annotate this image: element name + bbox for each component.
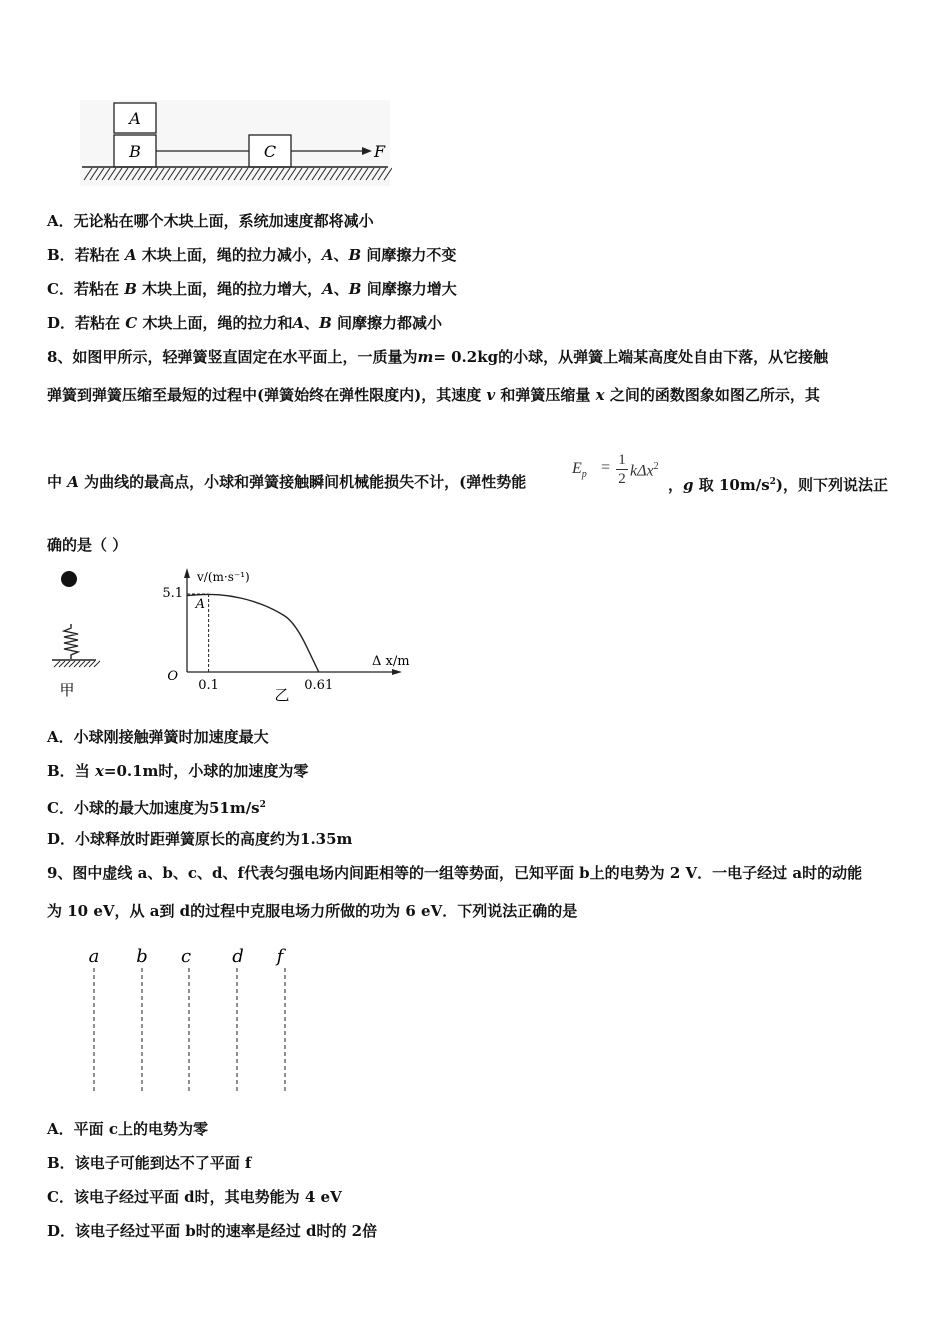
chart-y-arrow <box>184 568 190 578</box>
q9-stem-line2: 为 10 eV，从 a到 d的过程中克服电场力所做的功为 6 eV．下列说法正确的是 <box>47 902 578 920</box>
q9-option-a: A．平面 c上的电势为零 <box>47 1120 208 1138</box>
base-hatch-stroke <box>79 661 85 667</box>
chart-origin-label: O <box>167 669 178 684</box>
q8-stem-line4: 确的是（ ） <box>47 536 128 554</box>
block-b-label: B <box>129 142 141 161</box>
base-hatch-stroke <box>54 661 60 667</box>
q7-option-b: B．若粘在 A 木块上面，绳的拉力减小，A、B 间摩擦力不变 <box>47 246 457 264</box>
ball <box>61 571 77 587</box>
q8-stem-line3-right: ，g 取 $10m/s^2$)，则下列说法正 <box>668 476 889 494</box>
chart-velocity-curve <box>187 594 319 672</box>
fig-jia-label: 甲 <box>59 681 75 699</box>
force-label: F <box>374 142 386 161</box>
q8-option-d: D．小球释放时距弹簧原长的高度约为1.35m <box>47 830 353 848</box>
q8-stem-line3-left: 中 A 为曲线的最高点，小球和弹簧接触瞬间机械能损失不计，(弹性势能 <box>47 473 527 491</box>
base-hatch-stroke <box>69 661 75 667</box>
block-c-label: C <box>263 142 277 161</box>
spring <box>64 624 78 659</box>
plane-label-f: f <box>276 946 284 967</box>
block-a-label: A <box>129 109 141 128</box>
equipotential-figure <box>80 940 300 1095</box>
base-hatch-stroke <box>74 661 80 667</box>
blocks-figure <box>80 100 392 188</box>
base-hatch-stroke <box>89 661 95 667</box>
q7-option-c: C．若粘在 B 木块上面，绳的拉力增大，A、B 间摩擦力增大 <box>47 280 457 298</box>
chart-x-arrow <box>392 669 402 675</box>
q8-stem-line2: 弹簧到弹簧压缩至最短的过程中(弹簧始终在弹性限度内)，其速度 v 和弹簧压缩量 x 之间的函数图象如图乙所示，其 <box>47 386 820 404</box>
chart-y-label: v/(m·s⁻¹) <box>197 570 250 584</box>
q8-stem-line1: 8、如图甲所示，轻弹簧竖直固定在水平面上，一质量为m= 0.2kg的小球，从弹簧上端某高度处自由下落，从它接触 <box>47 348 829 366</box>
q8-option-c: C．小球的最大加速度为$51m/s^2$ <box>47 799 266 817</box>
chart-peak-label: A <box>195 597 205 612</box>
plane-label-b: b <box>136 946 148 967</box>
chart-x-label: Δ x/m <box>372 654 410 669</box>
q8-option-b: B．当 x=0.1m时，小球的加速度为零 <box>47 762 309 780</box>
plane-label-d: d <box>232 946 244 967</box>
plane-label-c: c <box>180 946 192 967</box>
base-hatch-stroke <box>64 661 70 667</box>
q9-option-c: C．该电子经过平面 d时，其电势能为 4 eV <box>47 1188 342 1206</box>
base-hatch-stroke <box>84 661 90 667</box>
chart-title: 乙 <box>274 686 290 704</box>
elastic-energy-formula: $E_p$ = $\frac{1}{2}$ kΔx$^2$ <box>572 452 659 487</box>
q7-option-d: D．若粘在 C 木块上面，绳的拉力和A、B 间摩擦力都减小 <box>47 314 443 332</box>
q9-option-b: B．该电子可能到达不了平面 f <box>47 1154 252 1172</box>
ball-spring-figure <box>44 566 108 702</box>
velocity-compression-chart <box>150 562 430 707</box>
chart-x-tick-label-0: 0.1 <box>198 678 219 693</box>
spring-base-hatch <box>54 661 100 667</box>
base-hatch-stroke <box>94 661 100 667</box>
plane-label-a: a <box>88 946 100 967</box>
q8-option-a: A．小球刚接触弹簧时加速度最大 <box>47 728 269 746</box>
q9-stem-line1: 9、图中虚线 a、b、c、d、f代表匀强电场内间距相等的一组等势面，已知平面 b上的电势为 2 V．一电子经过 a时的动能 <box>47 864 863 882</box>
chart-y-tick-label: 5.1 <box>162 586 183 601</box>
q9-option-d: D．该电子经过平面 b时的速率是经过 d时的 2倍 <box>47 1222 378 1240</box>
chart-x-tick-label-1: 0.61 <box>304 678 334 693</box>
q7-option-a: A．无论粘在哪个木块上面，系统加速度都将减小 <box>47 212 374 230</box>
base-hatch-stroke <box>59 661 65 667</box>
